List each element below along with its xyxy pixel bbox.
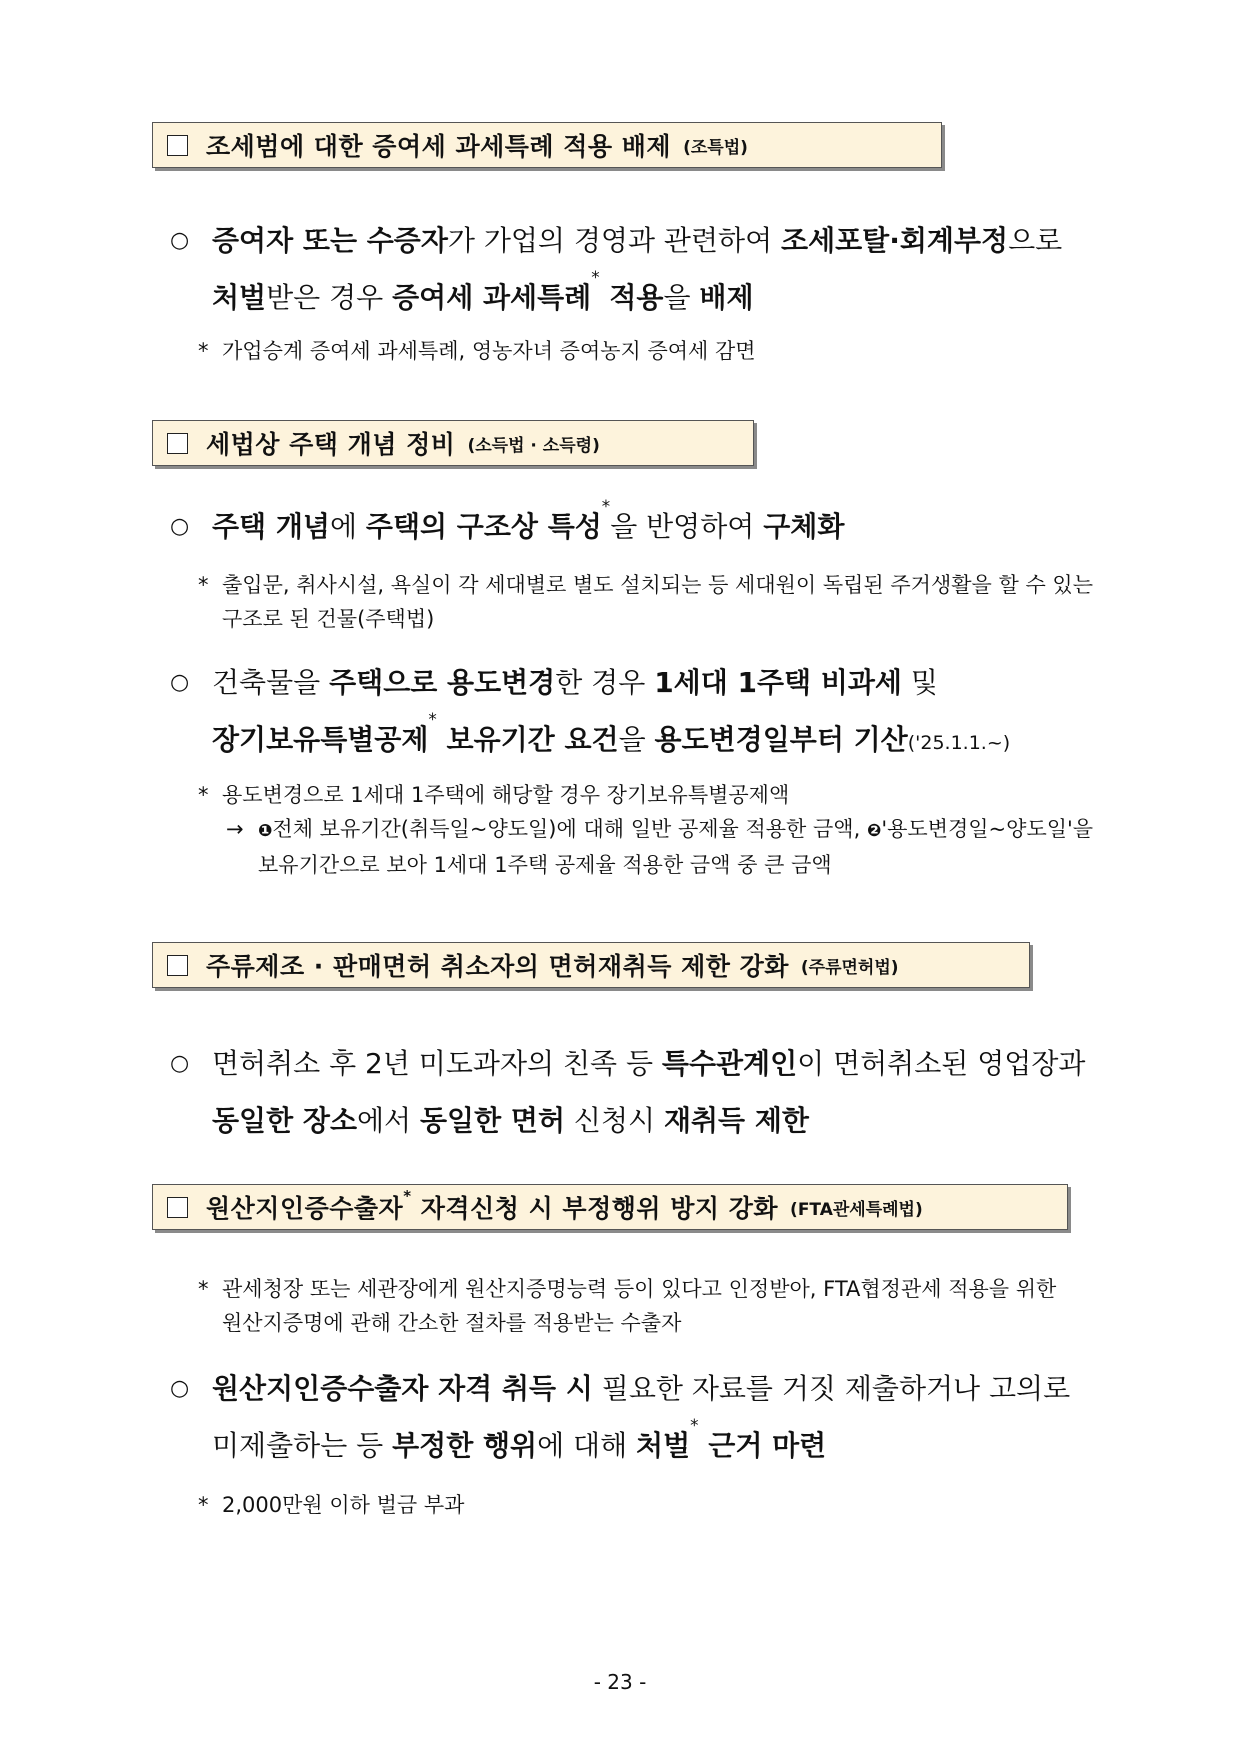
section-header-2 — [152, 420, 754, 466]
footnote: * 용도변경으로 1세대 1주택에 해당할 경우 장기보유특별공제액 → ❶전체 보유기간(취득일~양도일)에 대해 일반 공제율 적용한 금액, ❷'용도변경일~양도일'을 보유기간으로 보아 1세대 1주택 공제율 적용한 금액 중 큰 금액 — [198, 778, 1098, 882]
arrow-note: → ❶전체 보유기간(취득일~양도일)에 대해 일반 공제율 적용한 금액, ❷'용도변경일~양도일'을 보유기간으로 보아 1세대 1주택 공제율 적용한 금액 중 큰 금액 — [226, 812, 1098, 882]
footnote: * 관세청장 또는 세관장에게 원산지증명능력 등이 있다고 인정받아, FTA협정관세 적용을 위한 원산지증명에 관해 간소한 절차를 적용받는 수출자 — [198, 1272, 1098, 1340]
circle-bullet-icon: ○ — [170, 1051, 190, 1076]
page-number: - 23 - — [593, 1670, 647, 1694]
note-marker: * — [198, 573, 209, 597]
bullet-paragraph: ○ 원산지인증수출자 자격 취득 시 필요한 자료를 거짓 제출하거나 고의로 미제출하는 등 부정한 행위에 대해 처벌* 근거 마련 — [170, 1360, 1100, 1474]
note-marker: * — [198, 783, 209, 807]
arrow-right-icon: → — [226, 817, 244, 841]
circle-bullet-icon: ○ — [170, 670, 190, 695]
section-header-4 — [152, 1184, 1068, 1230]
checkbox-square-icon — [167, 135, 188, 156]
section-title: 세법상 주택 개념 정비 — [206, 430, 456, 459]
note-marker: * — [198, 339, 209, 363]
circled-number-2: ❷ — [866, 821, 882, 841]
circle-bullet-icon: ○ — [170, 1376, 190, 1401]
checkbox-square-icon — [167, 955, 188, 976]
section-header-3 — [152, 942, 1030, 988]
circle-bullet-icon: ○ — [170, 228, 190, 253]
section-title: 원산지인증수출자* 자격신청 시 부정행위 방지 강화 — [206, 1187, 779, 1223]
note-marker: * — [198, 1277, 209, 1301]
footnote: * 가업승계 증여세 과세특례, 영농자녀 증여농지 증여세 감면 — [198, 334, 1098, 368]
section-title: 조세범에 대한 증여세 과세특례 적용 배제 — [206, 132, 672, 161]
bullet-paragraph: ○ 증여자 또는 수증자가 가업의 경영과 관련하여 조세포탈·회계부정으로 처벌받은 경우 증여세 과세특례* 적용을 배제 — [170, 212, 1100, 326]
footnote: * 출입문, 취사시설, 욕실이 각 세대별로 별도 설치되는 등 세대원이 독립된 주거생활을 할 수 있는 구조로 된 건물(주택법) — [198, 568, 1098, 636]
bullet-paragraph: ○ 주택 개념에 주택의 구조상 특성*을 반영하여 구체화 — [170, 498, 1100, 555]
circle-bullet-icon: ○ — [170, 514, 190, 539]
section-header-1 — [152, 122, 942, 168]
section-law: (주류면허법) — [800, 957, 899, 978]
circled-number-1: ❶ — [258, 821, 273, 841]
bullet-paragraph: ○ 건축물을 주택으로 용도변경한 경우 1세대 1주택 비과세 및 장기보유특별공제* 보유기간 요건을 용도변경일부터 기산('25.1.1.~) — [170, 654, 1100, 772]
checkbox-square-icon — [167, 1197, 188, 1218]
section-title: 주류제조 · 판매면허 취소자의 면허재취득 제한 강화 — [206, 952, 789, 981]
section-law: (FTA관세특례법) — [790, 1199, 923, 1220]
bullet-paragraph: ○ 면허취소 후 2년 미도과자의 친족 등 특수관계인이 면허취소된 영업장과 동일한 장소에서 동일한 면허 신청시 재취득 제한 — [170, 1035, 1100, 1149]
footnote: * 2,000만원 이하 벌금 부과 — [198, 1488, 1098, 1522]
note-marker: * — [198, 1493, 209, 1517]
section-law: (소득법 · 소득령) — [467, 435, 600, 456]
checkbox-square-icon — [167, 433, 188, 454]
section-law: (조특법) — [683, 137, 748, 158]
